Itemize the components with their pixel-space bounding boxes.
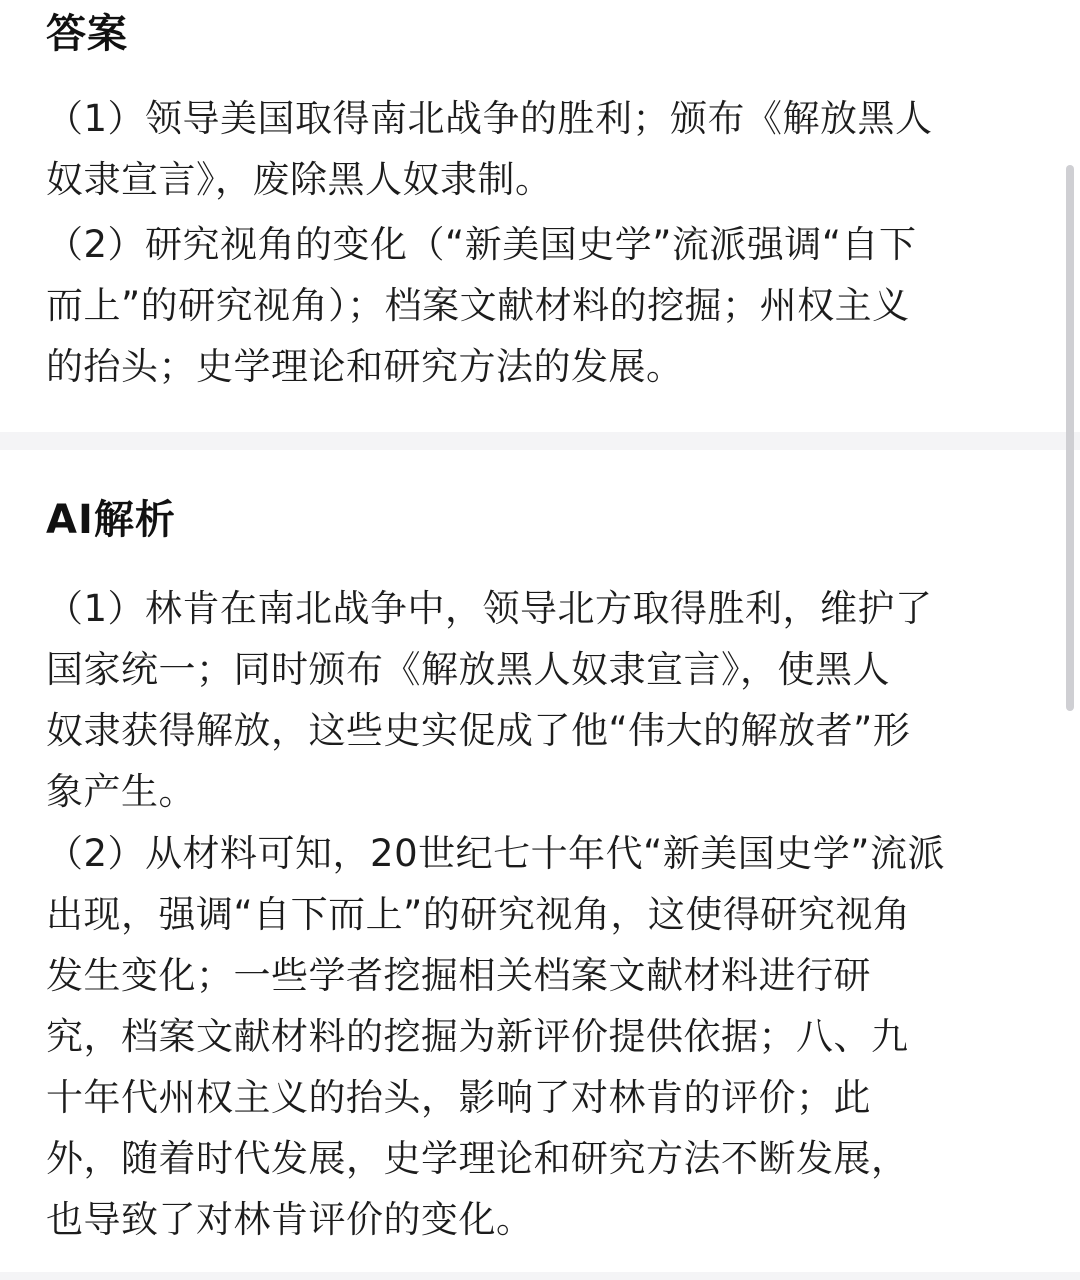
- ai-analysis-title: AI解析: [46, 497, 176, 543]
- answer-title: 答案: [46, 11, 128, 57]
- answer-paragraph-2: （2）研究视角的变化（“新美国史学”流派强调“自下 而上”的研究视角）；档案文献材料的挖掘；州权主义 的抬头；史学理论和研究方法的发展。: [46, 223, 917, 388]
- analysis-paragraph-2: （2）从材料可知，20世纪七十年代“新美国史学”流派 出现，强调“自下而上”的研究视角，这使得研究视角 发生变化；一些学者挖掘相关档案文献材料进行研 究，档案文献材料的挖掘为新评价提供依据；八、九 十年代州权主义的抬头，影响了对林肯的评价；此 外，随着时代发展，史学理论和研究方法不断发展， 也导致了对林肯评价的变化。: [46, 832, 945, 1241]
- ai-analysis-section: [0, 450, 1080, 1272]
- answer-section: [0, 0, 1080, 432]
- analysis-paragraph-1: （1）林肯在南北战争中，领导北方取得胜利，维护了 国家统一；同时颁布《解放黑人奴隶宣言》，使黑人 奴隶获得解放，这些史实促成了他“伟大的解放者”形 象产生。: [46, 587, 933, 813]
- answer-paragraph-1: （1）领导美国取得南北战争的胜利；颁布《解放黑人 奴隶宣言》，废除黑人奴隶制。: [46, 97, 933, 201]
- bottom-divider: [0, 1272, 1080, 1280]
- scrollbar-thumb[interactable]: [1066, 165, 1074, 711]
- section-divider: [0, 432, 1080, 450]
